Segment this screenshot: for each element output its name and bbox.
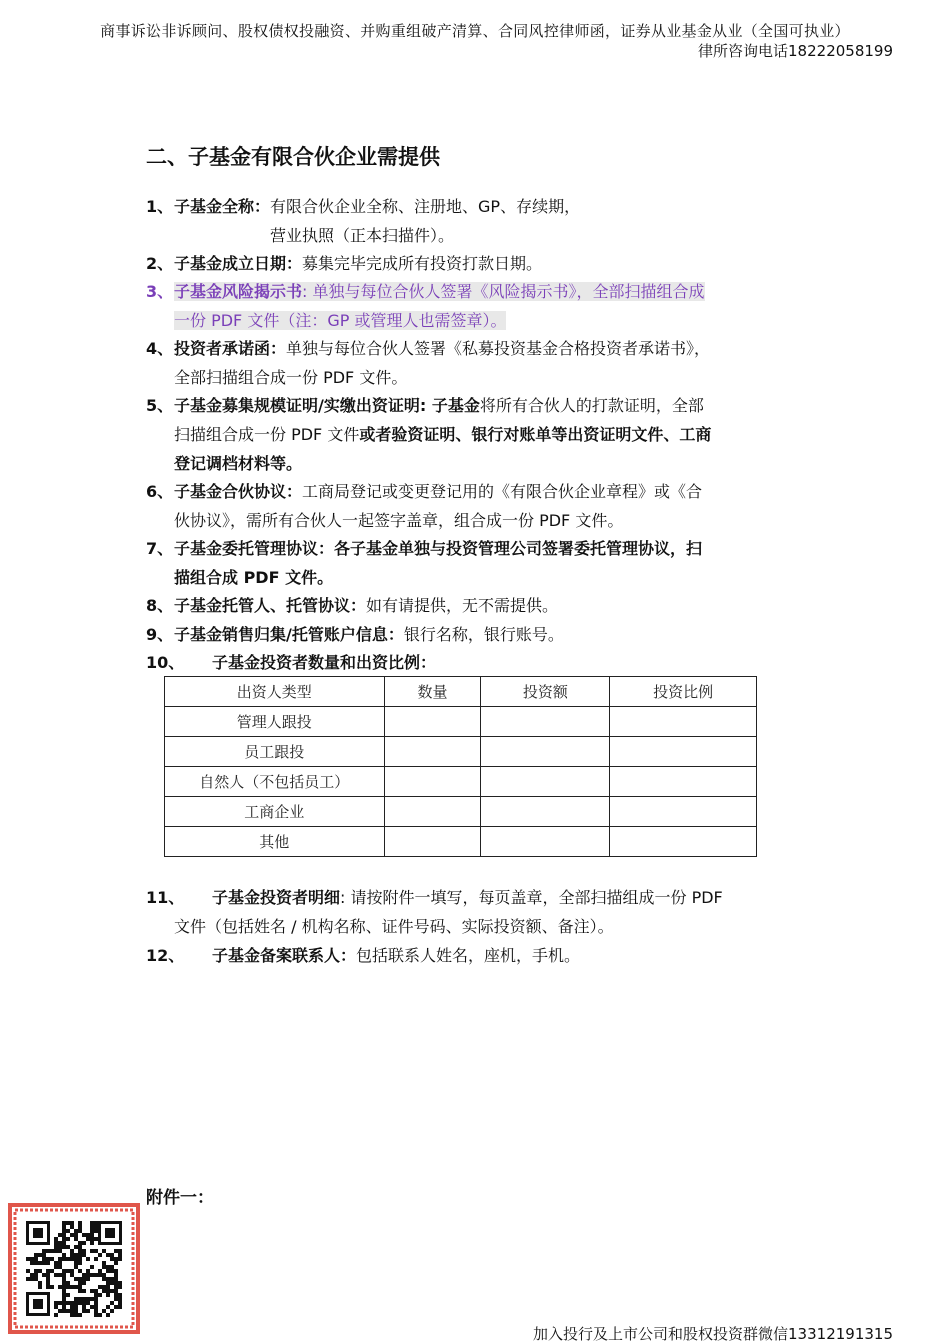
table-cell	[610, 707, 757, 737]
item-label: 子基金合伙协议：	[174, 482, 303, 501]
header-phone: 律所咨询电话18222058199	[698, 42, 893, 60]
table-cell	[610, 767, 757, 797]
table-row	[165, 797, 757, 827]
table-cell	[481, 797, 610, 827]
item-label: 子基金投资者数量和出资比例：	[212, 653, 437, 672]
header-practice-areas: 商事诉讼非诉顾问、股权债权投融资、并购重组破产清算、合同风控律师函，证券从业基金从业（全国可执业）	[100, 22, 850, 40]
item-text: : 请按附件一填写，每页盖章，全部扫描组成一份 PDF	[340, 888, 723, 907]
item-label: 子基金委托管理协议：各子基金单独与投资管理公司签署委托管理协议，扫	[174, 539, 703, 558]
table-cell	[384, 737, 481, 767]
table-cell	[384, 767, 481, 797]
item-text: 单独与每位合伙人签署《私募投资基金合格投资者承诺书》，	[286, 339, 711, 358]
section-title: 二、子基金有限合伙企业需提供	[146, 145, 440, 169]
item-text: 募集完毕完成所有投资打款日期。	[302, 254, 543, 273]
table-cell	[610, 797, 757, 827]
item-number: 2、	[146, 254, 174, 273]
table-cell	[610, 827, 757, 857]
item-text: 包括联系人姓名，座机，手机。	[356, 946, 581, 965]
item-number: 11、	[146, 888, 185, 907]
table-cell	[384, 797, 481, 827]
item-label: 子基金风险揭示书	[174, 282, 303, 301]
item-number: 12、	[146, 946, 185, 965]
item-continuation: 一份 PDF 文件（注：GP 或管理人也需签章）。	[174, 311, 507, 330]
item-number: 1、	[146, 197, 174, 216]
table-cell	[384, 827, 481, 857]
table-row-label: 管理人跟投	[165, 707, 385, 737]
item-continuation: 伙协议》，需所有合伙人一起签字盖章，组合成一份 PDF 文件。	[174, 511, 624, 530]
item-number: 3、	[146, 282, 174, 301]
investor-table	[164, 676, 757, 857]
item-text: 将所有合伙人的打款证明，全部	[479, 396, 704, 415]
item-continuation: 描组合成 PDF 文件。	[174, 568, 334, 587]
item-continuation: 文件（包括姓名 / 机构名称、证件号码、实际投资额、备注）。	[174, 917, 614, 936]
item-continuation: 扫描组合成一份 PDF 文件	[174, 425, 360, 444]
table-header-cell: 出资人类型	[165, 677, 385, 707]
item-label: 子基金募集规模证明/实缴出资证明: 子基金	[174, 396, 480, 415]
footer-wechat: 加入投行及上市公司和股权投资群微信13312191315	[533, 1325, 893, 1343]
item-number: 10、	[146, 653, 185, 672]
item-label: 子基金全称：	[174, 197, 271, 216]
item-number: 8、	[146, 596, 174, 615]
table-row	[165, 737, 757, 767]
item-label: 子基金托管人、托管协议：	[174, 596, 367, 615]
qr-code-icon	[8, 1203, 140, 1334]
table-cell	[481, 767, 610, 797]
table-row-label: 自然人（不包括员工）	[165, 767, 385, 797]
table-cell	[610, 737, 757, 767]
table-cell	[384, 707, 481, 737]
item-label: 子基金备案联系人：	[212, 946, 357, 965]
item-text: 银行名称，银行账号。	[403, 625, 564, 644]
item-text: 如有请提供，无不需提供。	[366, 596, 559, 615]
item-label: 子基金销售归集/托管账户信息：	[174, 625, 404, 644]
item-number: 7、	[146, 539, 174, 558]
item-label: 子基金成立日期：	[174, 254, 303, 273]
table-cell	[481, 827, 610, 857]
item-continuation: 营业执照（正本扫描件）。	[270, 226, 455, 245]
table-row-label: 员工跟投	[165, 737, 385, 767]
item-label: 子基金投资者明细	[212, 888, 341, 907]
table-header-cell: 数量	[384, 677, 481, 707]
item-number: 9、	[146, 625, 174, 644]
table-header-row	[165, 677, 757, 707]
table-row	[165, 707, 757, 737]
item-text: 工商局登记或变更登记用的《有限合伙企业章程》或《合	[302, 482, 703, 501]
table-header-cell: 投资额	[481, 677, 610, 707]
item-number: 4、	[146, 339, 174, 358]
attachment-heading: 附件一：	[146, 1188, 214, 1208]
table-row	[165, 827, 757, 857]
item-text: : 单独与每位合伙人签署《风险揭示书》，全部扫描组合成	[302, 282, 705, 301]
item-number: 5、	[146, 396, 174, 415]
table-cell	[481, 707, 610, 737]
table-row	[165, 767, 757, 797]
item-continuation-bold: 或者验资证明、银行对账单等出资证明文件、工商	[359, 425, 712, 444]
table-row-label: 工商企业	[165, 797, 385, 827]
item-text: 有限合伙企业全称、注册地、GP、存续期，	[270, 197, 581, 216]
item-label: 投资者承诺函：	[174, 339, 287, 358]
item-continuation-2: 登记调档材料等。	[174, 454, 303, 473]
item-continuation: 全部扫描组合成一份 PDF 文件。	[174, 368, 408, 387]
item-number: 6、	[146, 482, 174, 501]
table-cell	[481, 737, 610, 767]
table-row-label: 其他	[165, 827, 385, 857]
table-header-cell: 投资比例	[610, 677, 757, 707]
